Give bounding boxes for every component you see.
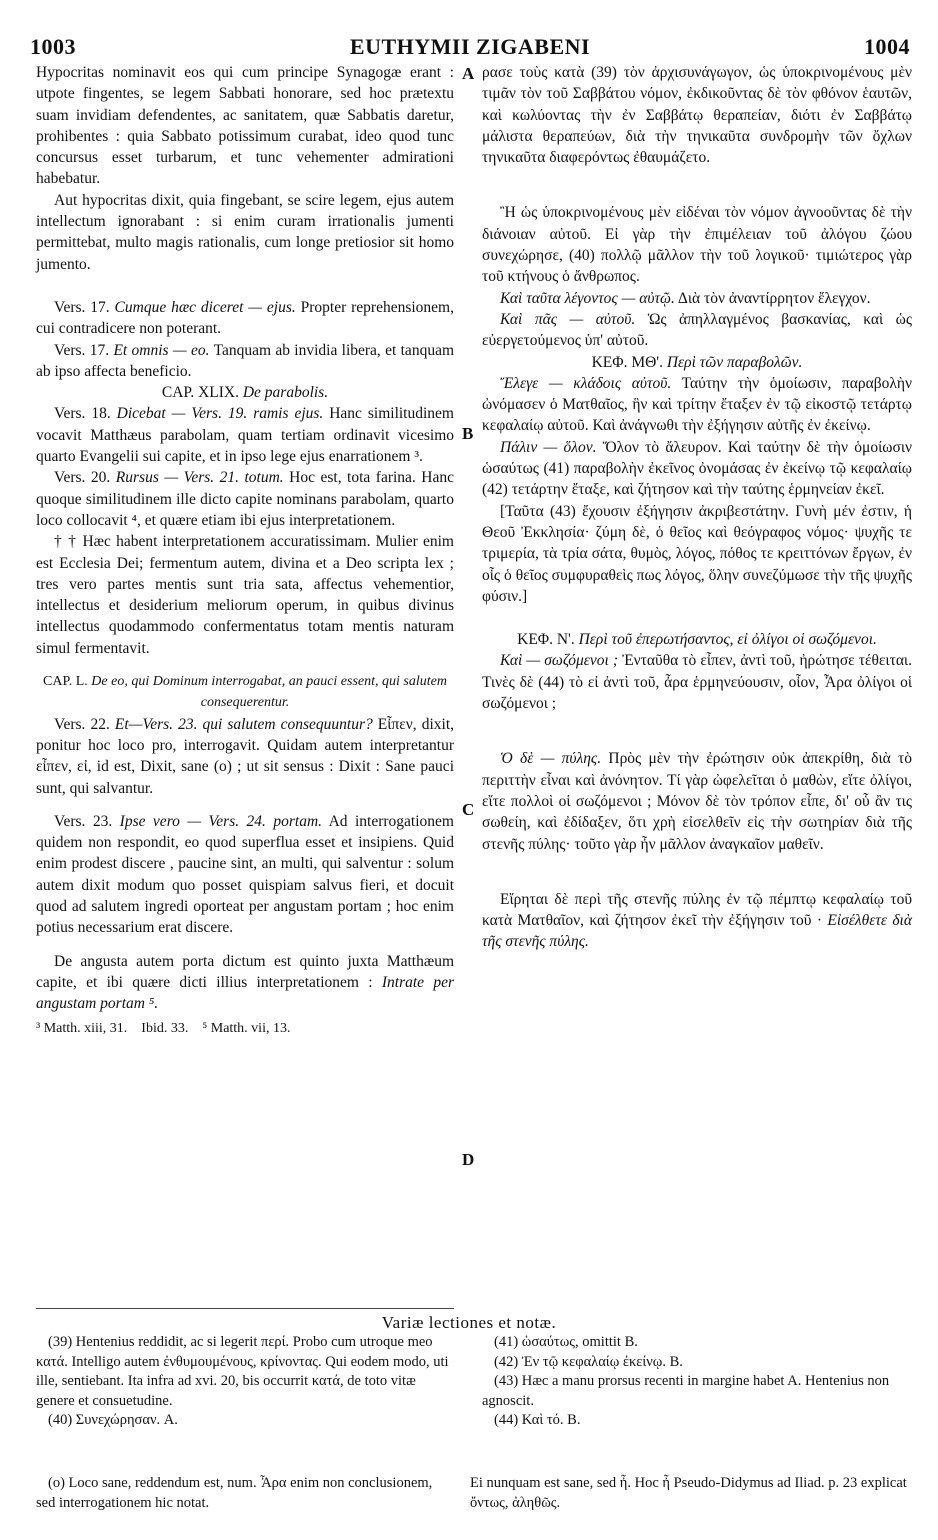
latin-column [36, 62, 454, 1040]
verse-lemma: Ἔλεγε — κλάδοις αὐτοῦ. [500, 374, 672, 392]
verse-comment: Πρὸς μὲν τὴν ἐρώτησιν οὐκ ἀπεκρίθη, διὰ τὸ περιττὴν εἶναι καὶ ἀνόνητον. Τί γὰρ ὠφελεῖται ὁ μαθὼν, εἴτε ὀλίγοι, εἴτε πολλοὶ οἱ σωζόμενοι ; Μόνον δὲ τὸν τρόπον εἶπε, δι' οὗ ἂν τις σωθείη, καὶ ἐδίδαξεν, ὅτι χρὴ εἰσελθεῖν εἰς τὴν σωτηρίαν διὰ τῆς στενῆς πύλης· τοῦτο γὰρ ἦν μᾶλλον ἀναγκαῖον μαθεῖν. [482, 750, 913, 853]
variae-heading: Variæ lectiones et notæ. [381, 1313, 557, 1332]
right-column-number: 1004 [864, 34, 910, 59]
verse-ref: Vers. 20. [54, 469, 111, 487]
verse-lemma: Καὶ — σωζόμενοι ; [500, 652, 618, 670]
latin-verse-18 [36, 403, 454, 467]
verse-lemma: Dicebat — Vers. 19. ramis ejus. [116, 405, 324, 423]
verse-lemma: Et omnis — eo. [113, 341, 210, 359]
greek-paragraph-1: ρασε τοὺς κατὰ (39) τὸν ἀρχισυνάγωγον, ὡς ὑποκρινομένους μὲν τιμᾶν τὸν τοῦ Σαββάτου νόμον, ἐκδικοῦντας δὲ τὸν φθόνον ἑαυτῶν, καὶ κωλύοντας τὴν ἐν Σαββάτῳ θεραπείαν, διότι ἐν Σαββάτῳ μάλιστα θεραπεύων, διὰ τὴν τηνικαῦτα συνδρομὴν τῶν ὄχλων τηνικαῦτα διαφερόντως ἐθαυμάζετο. [482, 64, 912, 167]
latin-dagger-paragraph: † † Hæc habent interpretationem accuratissimam. Mulier enim est Ecclesia Dei; fermentum autem, divina et a Deo scripta lex ; tres vero partes mentis sunt tria sata, affectus vehementior, intellectus et desiderium meliorum operum, in quibus divinus intellectus quodammodo confermentatus totam mentis naturam simul fermentavit. [36, 533, 454, 657]
verse-ref: Vers. 18. [54, 405, 111, 423]
verse-comment: Ὅλον τὸ ἄλευρον. Καὶ ταύτην δὲ τὴν ὁμοίωσιν ὡσαύτως (41) παραβολὴν ἐκεῖνος ὀνομάσας ἐν ἐκείνῳ τῷ κεφαλαίῳ (42) τετάρτην ἔταξε, καὶ ζήτησον καὶ τὴν ταύτης ἑρμηνείαν ἐκεῖ. [482, 438, 912, 499]
verse-comment: Διὰ τὸν ἀναντίρρητον ἔλεγχον. [677, 289, 871, 307]
verse-comment: Hoc est, tota farina. Hanc quoque similitudinem ille dicto capite nominans parabolam, quarto loco collocavit ⁴, et quære etiam ibi ejus interpretationem. [36, 469, 454, 529]
verse-lemma: Ὁ δὲ — πύλης. [500, 750, 602, 768]
verse-comment: Ad interrogationem quidem non respondit, eo quod superflua esset et insipiens. Quid enim prodest discere , paucine sint, an multi, qui salventur : solum autem dixit modum quo posset quispiam salvus fieri, et docuit quod ad salutem ingredi oporteat per angustam portam ; hoc enim potius necessarium erat discere. [36, 812, 454, 937]
latin-verse-20 [36, 467, 454, 531]
note-42: (42) Ἐν τῷ κεφαλαίῳ ἐκείνῳ. B. [494, 1353, 683, 1370]
latin-paragraph-2: Aut hypocritas dixit, quia fingebant, se scire legem, ejus autem intellectum ignorabant : si enim curam irrationalis jumenti permittebat, multo magis rationalis, cum longe pretiosior sit homo jumento. [36, 191, 454, 273]
margin-marker-d: D [462, 1150, 475, 1169]
note-o-right [470, 1474, 910, 1513]
verse-lemma: Ipse vero — Vers. 24. portam. [119, 812, 323, 830]
verse-ref: Vers. 17. [54, 298, 110, 316]
margin-marker-a: A [462, 64, 475, 83]
latin-chapter-50-heading: CAP. L. De eo, qui Dominum interrogabat, an pauci essent, qui salutem consequerentur. [43, 674, 447, 711]
verse-lemma: Rursus — Vers. 21. totum. [115, 469, 284, 487]
latin-verse-22 [36, 714, 454, 799]
greek-verse-18 [482, 373, 912, 437]
margin-marker-c: C [462, 800, 475, 819]
note-o-continued: Ei nunquam est sane, sed ἦ. Hoc ἦ Pseudo-Didymus ad Iliad. p. 23 explicat ὄντως, ἀληθῶς. [470, 1475, 907, 1511]
verse-comment: Hanc similitudinem vocavit Matthæus parabolam, quam tertiam ordinavit vicesimo quarto Evangelii sui capite, et in ipso lege ejus enarrationem ³. [36, 405, 454, 466]
note-41: (41) ὡσαύτως, omittit B. [494, 1334, 638, 1350]
greek-verse-23 [482, 748, 912, 854]
latin-verse-17b [36, 340, 454, 383]
greek-paragraph-2: Ἢ ὡς ὑποκρινομένους μὲν εἰδέναι τὸν νόμον ἀγνοοῦντας δὲ τὴν διάνοιαν αὐτοῦ. Εἰ γὰρ τὴν ἐπιμέλειαν τοῦ ἀλόγου ζώου συνεχώρησε, (40) πολλῷ μᾶλλον τὴν τοῦ λογικοῦ· τιμιώτερος γὰρ τοῦ κτήνους ὁ ἄνθρωπος. [482, 204, 912, 286]
verse-ref: Vers. 22. [54, 715, 110, 733]
greek-chapter-49-heading: ΚΕΦ. ΜΘ'. Περὶ τῶν παραβολῶν. [591, 353, 803, 371]
note-o-left [36, 1474, 454, 1513]
verse-comment: Εἶπεν, dixit, ponitur hoc loco pro, interrogavit. Quidam autem interpretantur εἶπεν, εἰ, id est, Dixit, sane (o) ; ut sit sensus : Dixit : Sane pauci sunt, qui salvantur. [36, 715, 454, 797]
latin-chapter-49-heading: CAP. XLIX. De parabolis. [161, 384, 329, 402]
verse-ref: Vers. 17. [54, 341, 110, 359]
running-header [30, 34, 910, 60]
note-43: (43) Hæc a manu prorsus recenti in margine habet A. Hentenius non agnoscit. [482, 1373, 890, 1409]
latin-verse-17a [36, 297, 454, 340]
greek-verse-17b [482, 309, 912, 352]
notes-right [482, 1333, 912, 1431]
notes-left [36, 1333, 454, 1431]
greek-last-paragraph: Εἴρηται δὲ περὶ τῆς στενῆς πύλης ἐν τῷ πέμπτῳ κεφαλαίῳ τοῦ κατὰ Ματθαῖον, καὶ ζήτησον ἐκεῖ τὴν ἐξήγησιν τοῦ · Εἰσέλθετε διὰ τῆς στενῆς πύλης. [482, 890, 912, 951]
latin-paragraph-1: Hypocritas nominavit eos qui cum principe Synagogæ erant : utpote fingentes, se legem Sabbati honorare, sed hoc prætextu suam invidiam defendentes, ac sanitatem, quæ Sabbatis daretur, prohibentes : quia Sabbato potissimum curabat, ideo quod tunc concursus esset turbarum, et tunc vehementer admirationi habebatur. [36, 64, 454, 188]
note-44: (44) Καὶ τό. B. [494, 1412, 581, 1428]
note-39: (39) Hentenius reddidit, ac si legerit περί. Probo cum utroque meo κατά. Intelligo autem ἐνθυμουμένους, κρίνοντας. Qui eodem modo, uti ille, sentiebant. Ita infra ad xvi. 20, bis occurrit κατά, de toto vitæ genere et consuetudine. [36, 1334, 449, 1409]
verse-lemma: Καὶ ταῦτα λέγοντος — αὐτῷ. [500, 289, 675, 307]
greek-verse-20 [482, 437, 912, 501]
verse-comment: Tanquam ab invidia libera, et tanquam ab ipso affecta beneficio. [36, 341, 455, 380]
verse-lemma: Πάλιν — ὅλον. [500, 438, 597, 456]
scripture-references: ³ Matth. xiii, 31. Ibid. 33. ⁵ Matth. vii, 13. [36, 1021, 291, 1037]
greek-bracket-paragraph: [Ταῦτα (43) ἔχουσιν ἐξήγησιν ἀκριβεστάτην. Γυνὴ μέν ἐστιν, ἡ Θεοῦ Ἐκκλησία· ζύμη δὲ, ὁ θεῖος καὶ θεόγραφος νόμος· ψυχῆς τε τριμερία, τὰ τρία σάτα, θυμὸς, λόγος, πόθος τε κρειττόνων ἔργων, ἐν οἷς ὁ θεῖος συμφυραθεὶς πως λόγος, ὅλην συνεζύμωσε τὴν τῆς ψυχῆς φύσιν.] [482, 502, 912, 605]
left-column-number: 1003 [30, 34, 76, 59]
greek-verse-22 [482, 650, 912, 714]
latin-verse-23 [36, 811, 454, 939]
greek-column [482, 62, 912, 953]
note-40: (40) Συνεχώρησαν. A. [48, 1412, 178, 1428]
verse-comment: Ταύτην τὴν ὁμοίωσιν, παραβολὴν ὠνόμασεν ὁ Ματθαῖος, ἣν καὶ τρίτην ἔταξεν ἐν τῷ εἰκοστῷ τετάρτῳ κεφαλαίῳ αὐτοῦ. Καὶ ἀνάγνωθι τὴν ἐξήγησιν αὐτῆς ἐν ἐκείνῳ. [482, 374, 912, 435]
footnote-rule [36, 1308, 454, 1309]
running-title: EUTHYMII ZIGABENI [349, 34, 591, 59]
verse-lemma: Καὶ πᾶς — αὐτοῦ. [500, 310, 636, 328]
verse-comment: Ὡς ἀπηλλαγμένος βασκανίας, καὶ ὡς εὐεργετούμενος ὑπ' αὐτοῦ. [482, 310, 912, 350]
verse-comment: Ἐνταῦθα τὸ εἶπεν, ἀντὶ τοῦ, ἠρώτησε τέθειται. Τινὲς δὲ (44) τὸ εἰ ἀντὶ τοῦ, ἆρα ἑρμηνεύουσιν, οἷον, Ἆρα ὀλίγοι οἱ σωζόμενοι ; [482, 652, 912, 713]
greek-verse-17a [482, 288, 912, 309]
latin-last-paragraph: De angusta autem porta dictum est quinto juxta Matthæum capite, et ibi quære dicti illius interpretationem : Intrate per angustam portam ⁵. [36, 952, 454, 1013]
verse-ref: Vers. 23. [54, 812, 113, 830]
margin-marker-b: B [462, 424, 474, 443]
verse-comment: Propter reprehensionem, cui contradicere non poterant. [36, 298, 454, 338]
note-o: (o) Loco sane, reddendum est, num. Ἆρα enim non conclusionem, sed interrogationem hic notat. [36, 1475, 433, 1511]
greek-chapter-50-heading: ΚΕΦ. Ν'. Περὶ τοῦ ἐπερωτήσαντος, εἰ ὀλίγοι οἱ σωζόμενοι. [517, 631, 877, 649]
verse-lemma: Et—Vers. 23. qui salutem consequuntur? [114, 715, 373, 733]
verse-lemma: Cumque hæc diceret — ejus. [114, 298, 296, 316]
